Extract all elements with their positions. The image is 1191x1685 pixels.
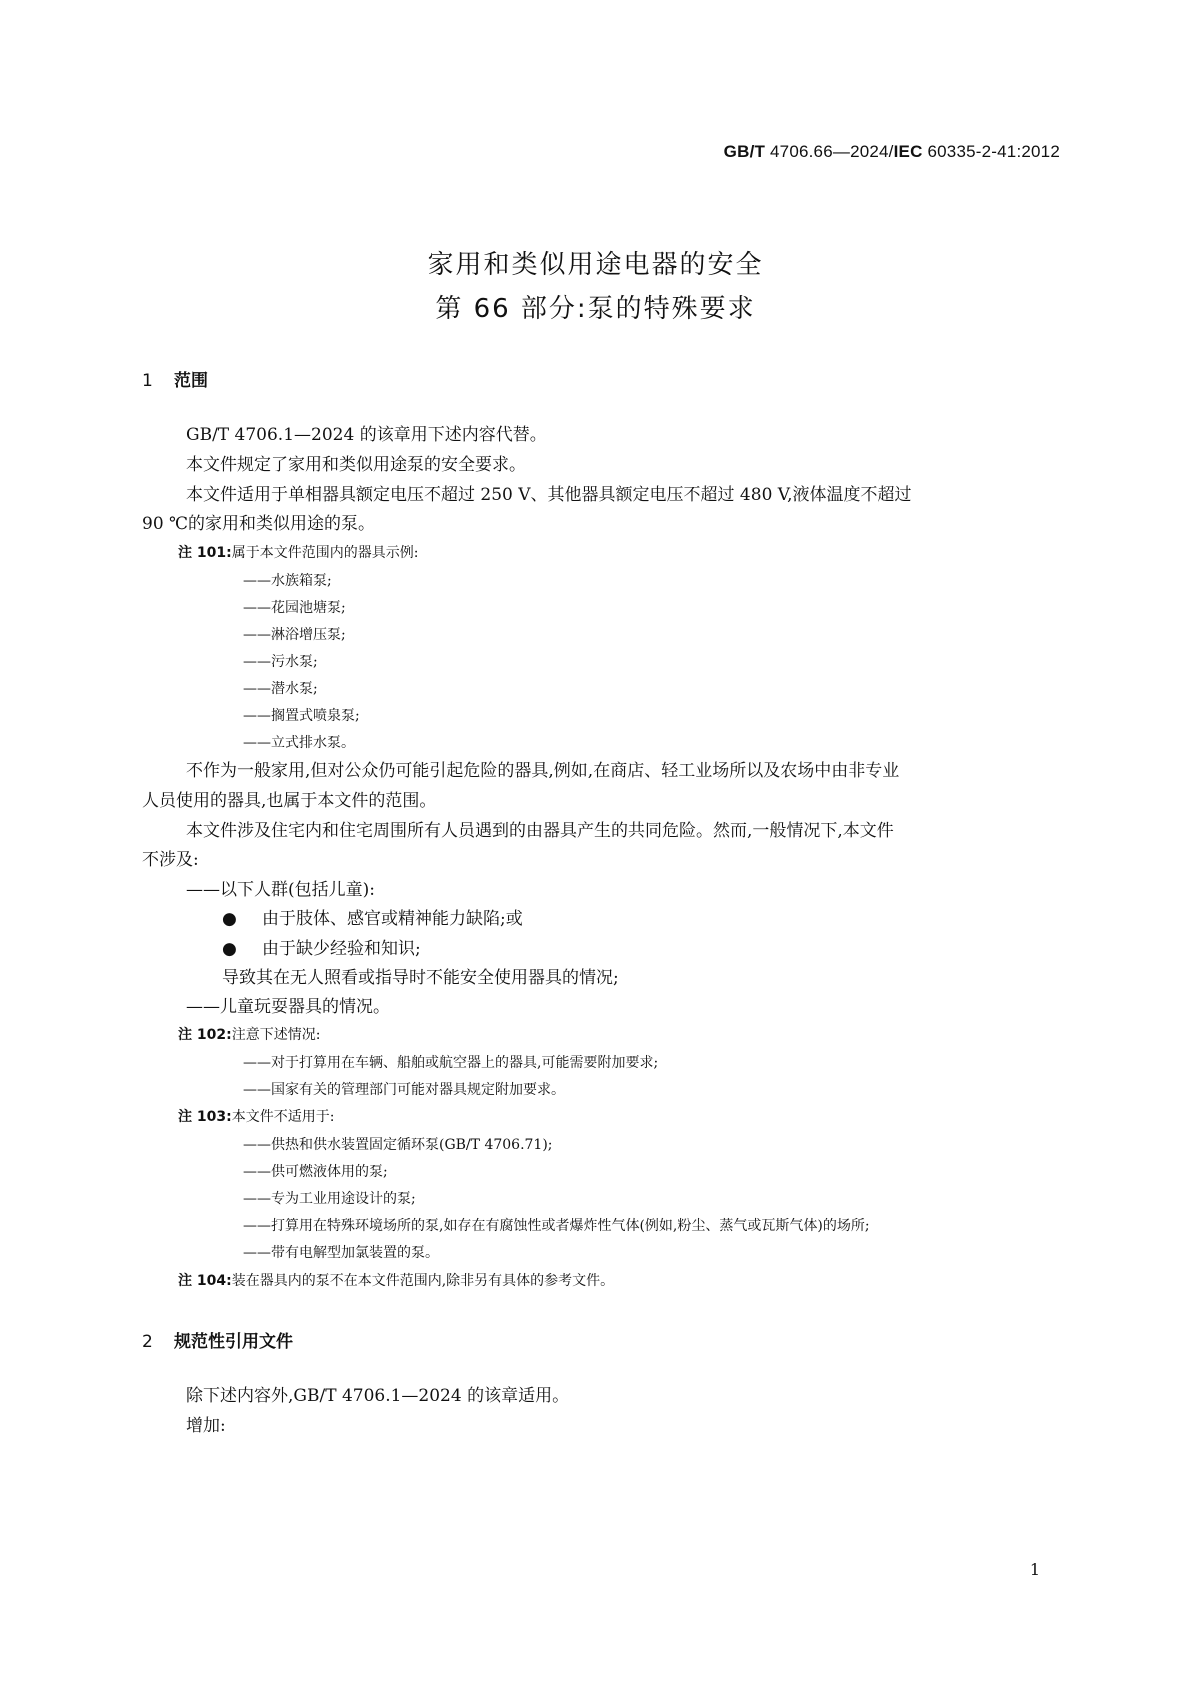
document-title-line1: 家用和类似用途电器的安全: [427, 250, 764, 280]
note-item: ——供热和供水装置固定循环泵(GB/T 4706.71);: [243, 1137, 553, 1153]
note-item: ——立式排水泵。: [243, 735, 355, 751]
note-item: ——专为工业用途设计的泵;: [243, 1191, 416, 1207]
note-item: ——水族箱泵;: [243, 573, 332, 589]
note-item: ——供可燃液体用的泵;: [243, 1164, 388, 1180]
paragraph: 人员使用的器具,也属于本文件的范围。: [142, 791, 437, 811]
note-item: ——花园池塘泵;: [243, 600, 346, 616]
paragraph: 导致其在无人照看或指导时不能安全使用器具的情况;: [222, 968, 619, 988]
note-item: ——对于打算用在车辆、船舶或航空器上的器具,可能需要附加要求;: [243, 1055, 659, 1071]
note-item: ——淋浴增压泵;: [243, 627, 346, 643]
note-item: ——带有电解型加氯装置的泵。: [243, 1245, 439, 1261]
bullet-icon: ●: [222, 909, 237, 929]
dash-item: ——儿童玩耍器具的情况。: [186, 997, 390, 1017]
note-item: ——国家有关的管理部门可能对器具规定附加要求。: [243, 1082, 565, 1098]
paragraph: 增加:: [186, 1416, 226, 1436]
note-102: 注 102:注意下述情况:: [178, 1027, 321, 1043]
paragraph: 不作为一般家用,但对公众仍可能引起危险的器具,例如,在商店、轻工业场所以及农场中由非专业: [186, 761, 900, 781]
dash-item: ——以下人群(包括儿童):: [186, 880, 375, 900]
paragraph: 本文件规定了家用和类似用途泵的安全要求。: [186, 455, 526, 475]
section-1-heading: 1 范围: [142, 371, 208, 391]
paragraph: 本文件适用于单相器具额定电压不超过 250 V、其他器具额定电压不超过 480 V,液体温度不超过: [186, 485, 912, 505]
note-item: ——潜水泵;: [243, 681, 318, 697]
bullet-item: ● 由于缺少经验和知识;: [222, 939, 421, 959]
paragraph: 90 ℃的家用和类似用途的泵。: [142, 514, 376, 534]
note-item: ——打算用在特殊环境场所的泵,如存在有腐蚀性或者爆炸性气体(例如,粉尘、蒸气或瓦斯气体)的场所;: [243, 1218, 870, 1234]
section-2-heading: 2 规范性引用文件: [142, 1332, 293, 1352]
note-101: 注 101:属于本文件范围内的器具示例:: [178, 545, 419, 561]
paragraph: 不涉及:: [142, 850, 199, 870]
note-item: ——污水泵;: [243, 654, 318, 670]
paragraph: 本文件涉及住宅内和住宅周围所有人员遇到的由器具产生的共同危险。然而,一般情况下,本文件: [186, 821, 894, 841]
bullet-item: ● 由于肢体、感官或精神能力缺陷;或: [222, 909, 523, 929]
standard-header: GB/T 4706.66—2024/IEC 60335-2-41:2012: [723, 142, 1060, 161]
note-103: 注 103:本文件不适用于:: [178, 1109, 335, 1125]
note-item: ——搁置式喷泉泵;: [243, 708, 360, 724]
page-number: 1: [1029, 1560, 1040, 1579]
bullet-icon: ●: [222, 939, 237, 959]
note-104: 注 104:装在器具内的泵不在本文件范围内,除非另有具体的参考文件。: [178, 1273, 615, 1289]
paragraph: 除下述内容外,GB/T 4706.1—2024 的该章适用。: [186, 1386, 570, 1406]
document-title-line2: 第 66 部分:泵的特殊要求: [435, 294, 756, 324]
paragraph: GB/T 4706.1—2024 的该章用下述内容代替。: [186, 425, 547, 445]
